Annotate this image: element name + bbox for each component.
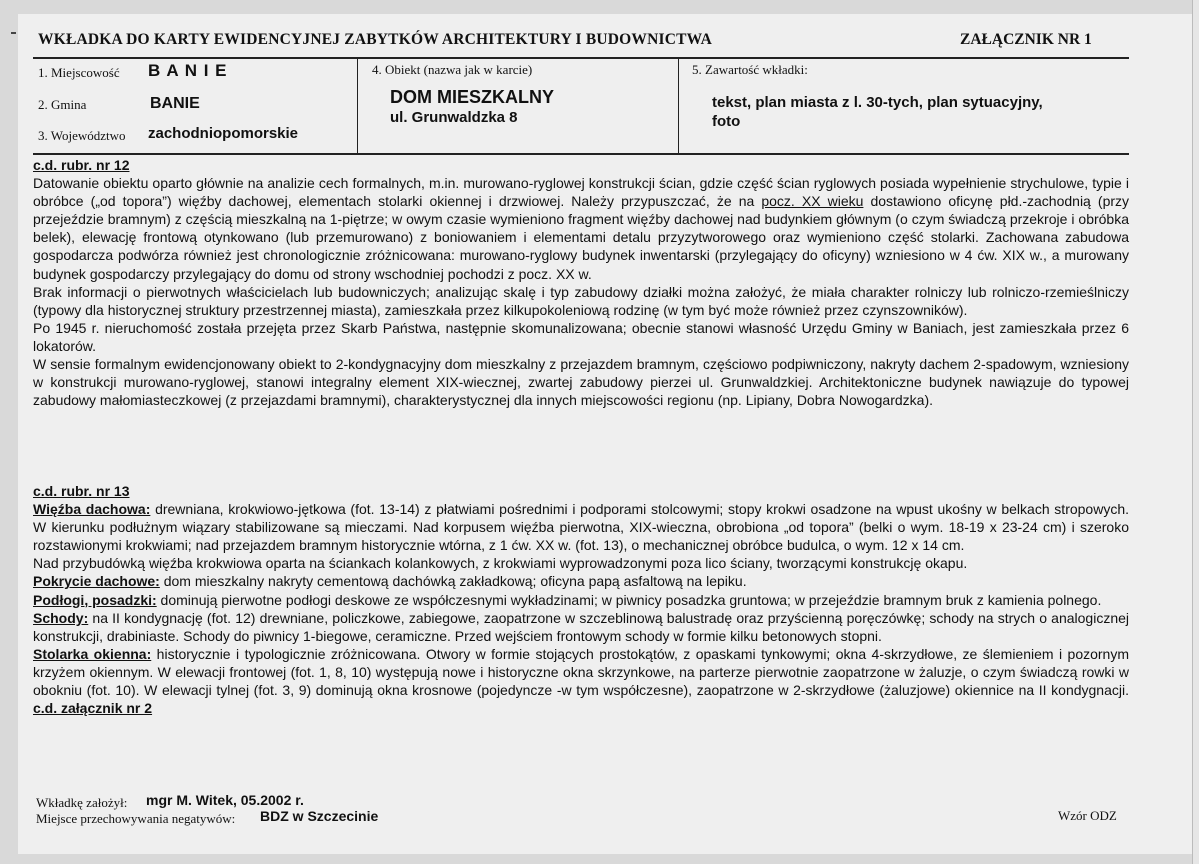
stairs-paragraph: Schody: na II kondygnację (fot. 12) drewniane, policzkowe, zabiegowe, zaopatrzone w szczeblinową balustradę oraz przyścienną poręczówkę; schody na strych o analogicznej konstrukcji, drabiniaste. Schody do piwnicy 1-biegowe, ceramiczne. Przed wejściem frontowym schody w formie kilku betonowych stopni. bbox=[33, 609, 1129, 644]
windows-term: Stolarka okienna: bbox=[33, 645, 152, 662]
contents-line-1: tekst, plan miasta z l. 30-tych, plan sytuacyjny, bbox=[712, 94, 1043, 111]
commune-value: BANIE bbox=[150, 95, 200, 112]
roofing-term: Pokrycie dachowe: bbox=[33, 573, 160, 590]
scan-mark bbox=[11, 32, 16, 34]
section-12 bbox=[33, 156, 1129, 409]
section-13-heading: c.d. rubr. nr 13 bbox=[33, 483, 130, 499]
roof-structure-paragraph: Więźba dachowa: drewniana, krokwiowo-jętkowa (fot. 13-14) z płatwiami pośrednimi i podporami stolcowymi; stopy krokwi osadzone na wpust ukośny w belkach stropowych. W kierunku podłużnym wiązary stabilizowane są mieczami. Nad korpusem więźba pierwotna, XIX-wieczna, obrobiona „od topora” (belki o wym. 18-19 x 23-24 cm) i szeroko rozstawionymi krokwiami; nad przejazdem bramnym historycznie wtórna, z 1 ćw. XX w. (fot. 13), o mechanicznej obróbce budulca, o wym. 12 x 14 cm. bbox=[33, 501, 1130, 554]
windows-paragraph: Stolarka okienna: historycznie i typologicznie zróżnicowana. Otwory w formie stojących prostokątów, z opaskami tynkowymi; okna 4-skrzydłowe, ze ślemieniem i pozornym krzyżem okiennym. W elewacji frontowej (fot. 1, 8, 10) występują nowe i historyczne okna skrzynkowe, na parterze pierwotnie zaopatrzone w żaluzje, o czym świadczą rowki w obokniu (fot. 10). W elewacji tylnej (fot. 3, 9) dominują okna krosnowe (pojedyncze -w tym współczesne), zaopatrzone w 2-skrzydłowe (żaluzjowe) okiennice na II kondygnacji. c.d. załącznik nr 2 bbox=[33, 645, 1129, 717]
author-value: mgr M. Witek, 05.2002 r. bbox=[146, 792, 304, 808]
author-label: Wkładkę założył: bbox=[36, 795, 128, 810]
object-label: 4. Obiekt (nazwa jak w karcie) bbox=[372, 62, 533, 77]
floors-paragraph: Podłogi, posadzki: dominują pierwotne podłogi deskowe ze współczesnymi wykładzinami; w piwnicy posadzka gruntowa; w przejeździe bramnym bruk z kamienia polnego. bbox=[33, 591, 1102, 608]
column-divider-1 bbox=[357, 58, 358, 154]
column-divider-2 bbox=[678, 58, 679, 154]
scan-edge bbox=[1192, 0, 1199, 864]
commune-label: 2. Gmina bbox=[38, 97, 87, 112]
storage-value: BDZ w Szczecinie bbox=[260, 808, 379, 824]
dating-underline: pocz. XX wieku bbox=[761, 193, 864, 210]
contents-label: 5. Zawartość wkładki: bbox=[692, 62, 808, 77]
voivodeship-label: 3. Województwo bbox=[38, 128, 126, 143]
header-rule bbox=[33, 57, 1129, 59]
section-12-paragraph-3: Po 1945 r. nieruchomość została przejęta przez Skarb Państwa, następnie skomunalizowana; obecnie stanowi własność Urzędu Gminy w Baniach, jest zamieszkała przez 6 lokatorów. bbox=[33, 319, 1129, 354]
storage-label: Miejsce przechowywania negatywów: bbox=[36, 811, 236, 826]
section-12-paragraph-1: Datowanie obiektu oparto głównie na analizie cech formalnych, m.in. murowano-ryglowej konstrukcji ścian, gdzie część ścian ryglowych posiada wypełnienie strychulowe, typie i obróbce („od topora”) więźby dachowej, elementach stolarki okiennej i drzwiowej. Należy przypuszczać, że na pocz. XX wieku dostawiono oficynę płd.-zachodnią (przy przejeździe bramnym) z częścią mieszkalną na 1-piętrze; w owym czasie wymieniono fragment więźby dachowej nad budynkiem głównym (o czym świadczą przekroje i obróbka belek), elewację frontową otynkowano (lub przemurowano) z boniowaniem i elementami detalu przyzytworowego oraz wymieniono część stolarki. Zachowana zabudowa gospodarcza podwórza również jest chronologicznie zróżnicowana: murowano-ryglowy budynek inwentarski (przylegający do oficyny) wzniesiono w 4 ćw. XIX w., a murowany budynek gospodarczy przylegający do domu od strony wschodniej pochodzi z pocz. XX w. bbox=[33, 175, 1130, 282]
object-name: DOM MIESZKALNY bbox=[390, 87, 554, 107]
locality-label: 1. Miejscowość bbox=[38, 65, 120, 80]
roofing-paragraph: Pokrycie dachowe: dom mieszkalny nakryty cementową dachówką zakładkową; oficyna papą asfaltową na lepiku. bbox=[33, 573, 747, 590]
roof-annex-paragraph: Nad przybudówką więźba krokwiowa oparta na ściankach kolankowych, z krokwiami wyprowadzonymi poza lico ściany, tworzącymi konstrukcję okapu. bbox=[33, 555, 968, 572]
section-12-paragraph-2: Brak informacji o pierwotnych właścicielach lub budowniczych; analizując skalę i typ zabudowy działki można założyć, że miała charakter rolniczy lub rolniczo-rzemieślniczy (typowy dla historycznej struktury przestrzennej miasta), zamieszkała przez kilkupokoleniową rodzinę (w tym być może również przez czynszowników). bbox=[33, 283, 1129, 318]
continued-reference: c.d. załącznik nr 2 bbox=[33, 700, 153, 717]
annex-number: ZAŁĄCZNIK NR 1 bbox=[960, 31, 1092, 48]
document-title: WKŁADKA DO KARTY EWIDENCYJNEJ ZABYTKÓW ARCHITEKTURY I BUDOWNICTWA bbox=[38, 31, 713, 48]
section-13 bbox=[33, 482, 1129, 717]
locality-value: B A N I E bbox=[148, 61, 228, 80]
stairs-term: Schody: bbox=[33, 609, 89, 626]
template-code: Wzór ODZ bbox=[1058, 808, 1117, 823]
roof-structure-term: Więźba dachowa: bbox=[33, 501, 151, 518]
section-12-heading: c.d. rubr. nr 12 bbox=[33, 157, 130, 173]
object-address: ul. Grunwaldzka 8 bbox=[390, 109, 518, 126]
fields-rule bbox=[33, 153, 1129, 155]
voivodeship-value: zachodniopomorskie bbox=[148, 125, 299, 142]
section-12-paragraph-4: W sensie formalnym ewidencjonowany obiekt to 2-kondygnacyjny dom mieszkalny z przejazdem bramnym, częściowo podpiwniczony, nakryty dachem 2-spadowym, wzniesiony w konstrukcji murowano-ryglowej, stanowi integralny element XIX-wiecznej, zwartej zabudowy pierzei ul. Grunwaldzkiej. Architektoniczne budynek nawiązuje do typowej zabudowy małomiasteczkowej (z przejazdami bramnymi), charakterystycznej dla innych miejscowości regionu (np. Lipiany, Dobra Nowogardzka). bbox=[33, 356, 1129, 409]
contents-line-2: foto bbox=[712, 113, 741, 130]
floors-term: Podłogi, posadzki: bbox=[33, 591, 157, 608]
